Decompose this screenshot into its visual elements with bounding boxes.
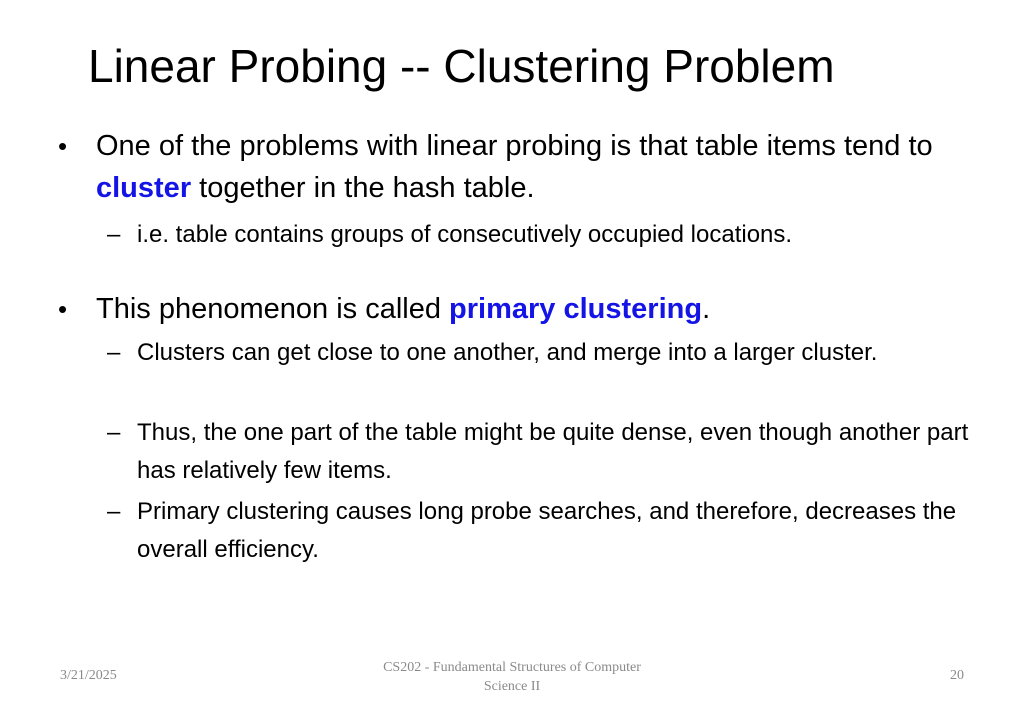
highlight-term-primary-clustering: primary clustering [449,293,703,325]
sub-bullet-text: Thus, the one part of the table might be quite dense, even though another part has relatively few items. [137,419,969,484]
bullet-text-pre: This phenomenon is called [96,293,450,325]
footer-course-line: Science II [483,679,541,694]
bullet-marker: • [58,131,68,161]
sub-bullet-text: i.e. table contains groups of consecutively occupied locations. [137,221,793,248]
sub-bullet-marker: – [107,419,121,446]
footer-date: 3/21/2025 [60,668,117,683]
bullet-text [96,125,976,209]
bullet-marker: • [58,294,68,324]
footer-course [352,658,672,696]
slide-title: Linear Probing -- Clustering Problem [88,40,835,92]
sub-bullet-text: Primary clustering causes long probe searches, and therefore, decreases the overall efficiency. [137,498,957,563]
sub-bullet-text: Clusters can get close to one another, and merge into a larger cluster. [137,339,878,366]
sub-bullet-marker: – [107,221,121,248]
footer-page-number: 20 [950,668,964,683]
sub-bullet-marker: – [107,498,121,525]
bullet-text-post: together in the hash table. [191,172,535,204]
footer-course-line: CS202 - Fundamental Structures of Computer [383,660,641,675]
bullet-text-post: . [702,293,711,325]
highlight-term-cluster: cluster [96,172,192,204]
sub-bullet-marker: – [107,339,121,366]
bullet-text-pre: One of the problems with linear probing is that table items tend to [96,130,933,162]
bullet-text [96,288,976,330]
